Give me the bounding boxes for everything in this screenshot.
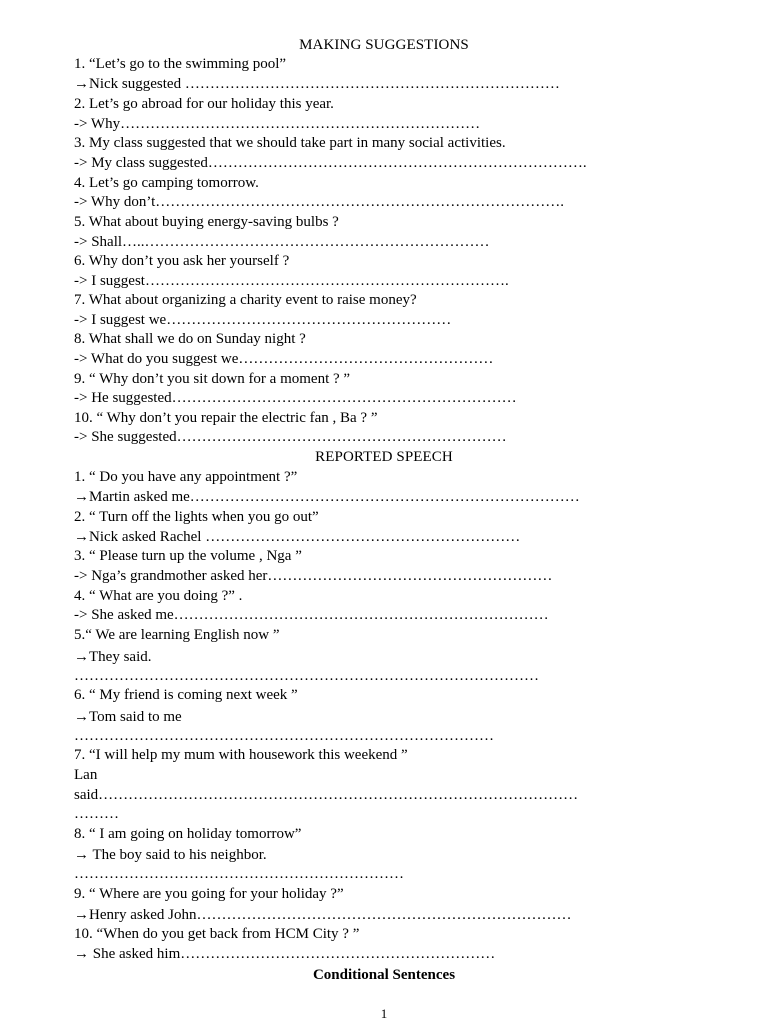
text-line: 5.“ We are learning English now ”: [74, 627, 280, 643]
section-title-conditional-sentences: Conditional Sentences: [312, 967, 456, 983]
text-line: 2. Let’s go abroad for our holiday this year.: [74, 96, 334, 112]
text-line: → She asked him………………………………………………………: [74, 946, 496, 962]
text-line: 4. Let’s go camping tomorrow.: [74, 175, 259, 191]
text-line: →Martin asked me……………………………………………………………………: [74, 489, 580, 505]
text-line: 2. “ Turn off the lights when you go out”: [74, 509, 319, 525]
section-title-making-suggestions: MAKING SUGGESTIONS: [299, 37, 469, 53]
text-line: -> She asked me…………………………………………………………………: [74, 607, 549, 623]
text-line: -> Nga’s grandmother asked her…………………………………………………: [74, 568, 553, 584]
text-line: …………………………………………………………………………: [74, 728, 494, 744]
text-line: -> Why don’t……………………………………………………………………….: [74, 194, 564, 210]
text-line: -> Shall…..……………………………………………………………: [74, 234, 490, 250]
text-line: ………: [74, 806, 119, 822]
text-line: 1. “ Do you have any appointment ?”: [74, 469, 298, 485]
text-line: 1. “Let’s go to the swimming pool”: [74, 56, 287, 72]
section-title-reported-speech: REPORTED SPEECH: [315, 449, 453, 465]
text-line: 7. “I will help my mum with housework this weekend ”: [74, 747, 408, 763]
text-line: →Tom said to me: [74, 709, 182, 725]
text-line: 3. My class suggested that we should take part in many social activities.: [74, 135, 506, 151]
text-line: →Henry asked John…………………………………………………………………: [74, 907, 572, 923]
text-line: 4. “ What are you doing ?” .: [74, 588, 243, 604]
text-line: 8. What shall we do on Sunday night ?: [74, 331, 306, 347]
text-line: 9. “ Why don’t you sit down for a moment ? ”: [74, 371, 351, 387]
text-line: 5. What about buying energy-saving bulbs ?: [74, 214, 339, 230]
text-line: …………………………………………………………………………………: [74, 668, 539, 684]
text-line: Lan: [74, 767, 98, 783]
text-line: →Nick suggested …………………………………………………………………: [74, 76, 560, 92]
text-line: 10. “When do you get back from HCM City ? ”: [74, 926, 360, 942]
text-line: → The boy said to his neighbor.: [74, 847, 267, 863]
text-line: -> Why………………………………………………………………: [74, 116, 481, 132]
text-line: 6. “ My friend is coming next week ”: [74, 687, 298, 703]
page-number: 1: [380, 1006, 388, 1021]
text-line: -> He suggested……………………………………………………………: [74, 390, 517, 406]
text-line: -> My class suggested………………………………………………………………….: [74, 155, 587, 171]
text-line: -> I suggest we…………………………………………………: [74, 312, 452, 328]
text-line: 6. Why don’t you ask her yourself ?: [74, 253, 290, 269]
text-line: …………………………………………………………: [74, 866, 404, 882]
text-line: 10. “ Why don’t you repair the electric fan , Ba ? ”: [74, 410, 378, 426]
text-line: -> I suggest……………………………………………………………….: [74, 273, 509, 289]
text-line: 3. “ Please turn up the volume , Nga ”: [74, 548, 302, 564]
text-line: 9. “ Where are you going for your holiday ?”: [74, 886, 344, 902]
text-line: →They said.: [74, 649, 152, 665]
text-line: 8. “ I am going on holiday tomorrow”: [74, 826, 302, 842]
text-line: 7. What about organizing a charity event to raise money?: [74, 292, 417, 308]
text-line: →Nick asked Rachel ………………………………………………………: [74, 529, 521, 545]
text-line: -> What do you suggest we……………………………………………: [74, 351, 494, 367]
text-line: -> She suggested…………………………………………………………: [74, 429, 507, 445]
text-line: said……………………………………………………………………………………: [74, 787, 579, 803]
